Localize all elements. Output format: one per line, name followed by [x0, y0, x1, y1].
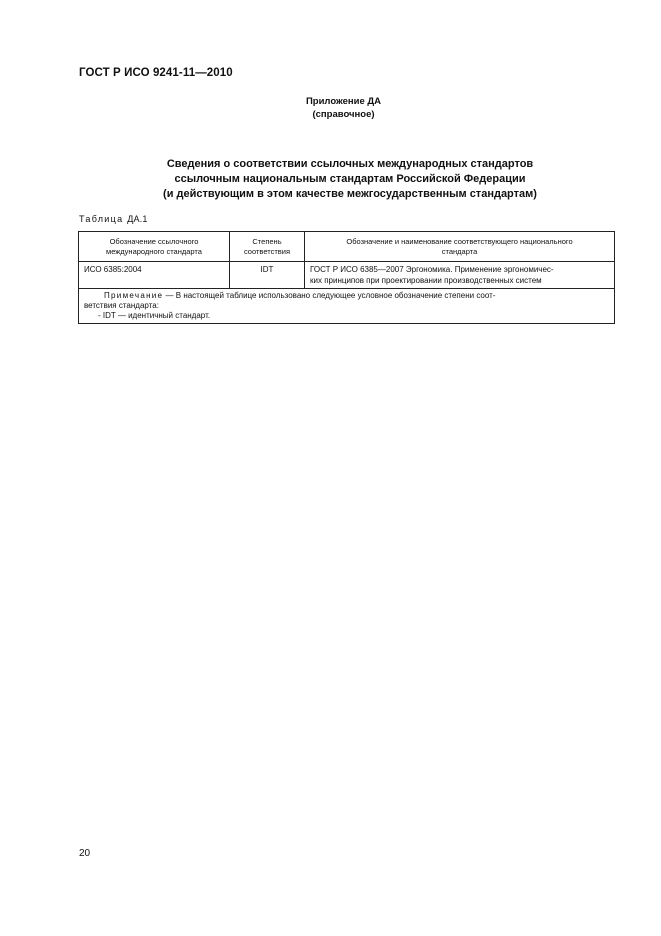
- table-row: [79, 262, 615, 289]
- header-col1-line2: международного стандарта: [106, 247, 202, 256]
- header-reference-standard: [79, 232, 230, 262]
- heading-line-1: Сведения о соответствии ссылочных международных стандартов: [166, 158, 534, 170]
- page-number: 20: [79, 848, 91, 859]
- cell-degree: IDT: [230, 262, 305, 289]
- table-header-row: [79, 232, 615, 262]
- heading-line-3: (и действующим в этом качестве межгосударственным стандартам): [163, 188, 537, 200]
- header-col3-line1: Обозначение и наименование соответствующего национального: [346, 237, 573, 246]
- cell-national-line2: ких принципов при проектировании производственных систем: [310, 276, 542, 285]
- header-col2-line2: соответствия: [243, 247, 291, 256]
- cell-national-line1: ГОСТ Р ИСО 6385—2007 Эргономика. Применение эргономичес-: [310, 265, 554, 274]
- appendix-title: Приложение ДА: [305, 96, 382, 107]
- correspondence-table: [78, 231, 615, 324]
- cell-reference: ИСО 6385:2004: [79, 262, 230, 289]
- note-line-1: [84, 291, 609, 301]
- header-national-standard: [305, 232, 615, 262]
- document-code: ГОСТ Р ИСО 9241-11—2010: [79, 67, 233, 79]
- table-note-row: [79, 289, 615, 324]
- cell-national: [305, 262, 615, 289]
- table-caption-label: Таблица: [79, 214, 124, 224]
- table-caption-number: ДА.1: [127, 214, 148, 224]
- note-item: - IDT — идентичный стандарт.: [98, 311, 211, 320]
- header-degree: [230, 232, 305, 262]
- header-col3-line2: стандарта: [441, 247, 478, 256]
- note-text-1: — В настоящей таблице использовано следующее условное обозначение степени соот-: [163, 291, 496, 300]
- heading-line-2: ссылочным национальным стандартам Российской Федерации: [174, 173, 526, 185]
- table-note: [79, 289, 615, 324]
- note-line-2: ветствия стандарта:: [84, 301, 159, 310]
- header-col1-line1: Обозначение ссылочного: [109, 237, 199, 246]
- appendix-subtitle: (справочное): [312, 109, 375, 120]
- table-caption: [79, 214, 148, 224]
- section-heading: [120, 157, 580, 202]
- header-col2-line1: Степень: [252, 237, 282, 246]
- note-label: Примечание: [104, 291, 164, 300]
